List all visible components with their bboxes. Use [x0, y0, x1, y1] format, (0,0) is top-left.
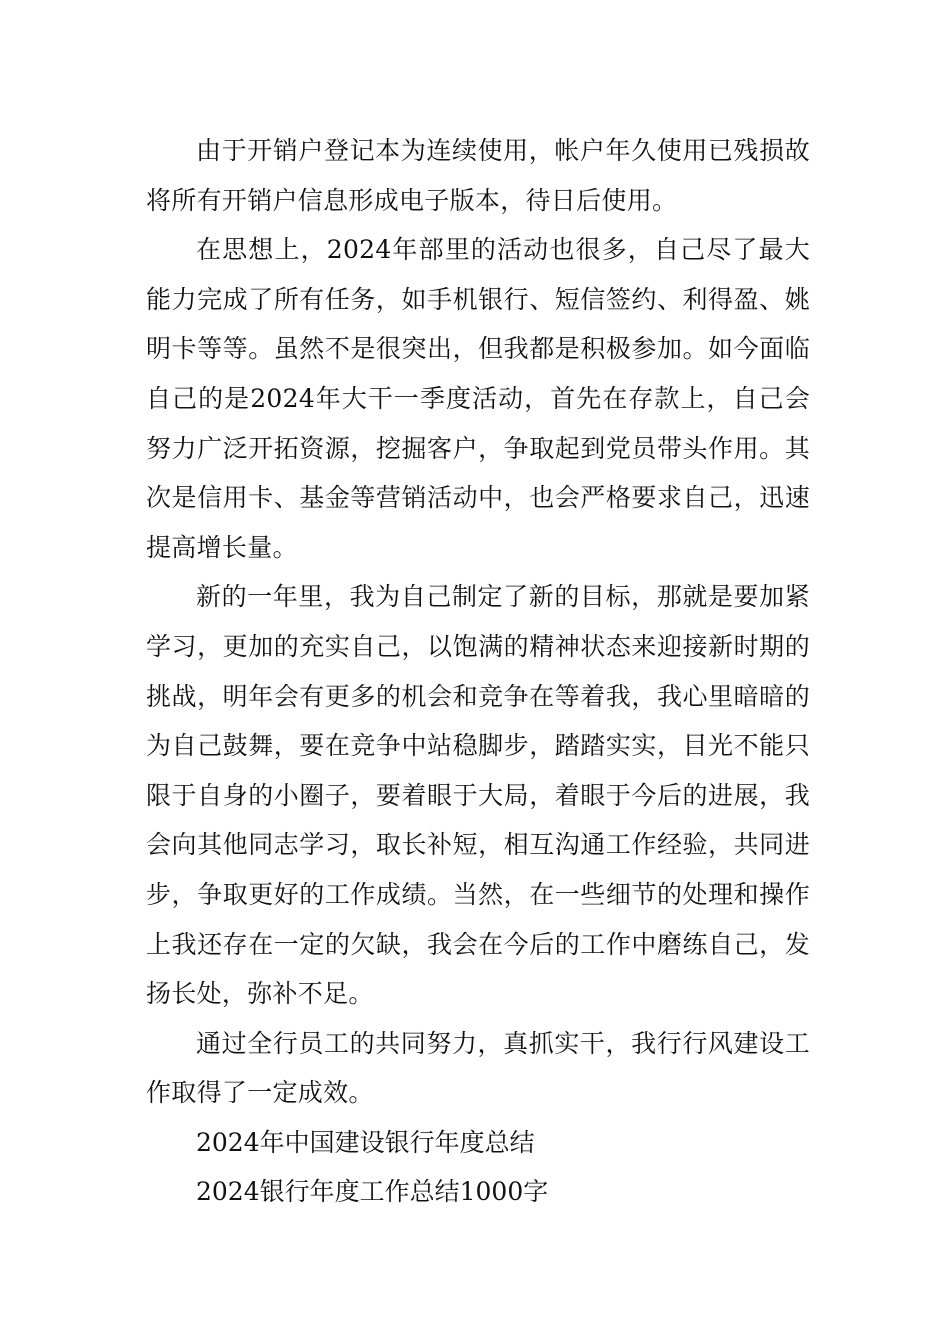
paragraph: 新的一年里，我为自己制定了新的目标，那就是要加紧学习，更加的充实自己，以饱满的精神状态来迎接新时期的挑战，明年会有更多的机会和竞争在等着我，我心里暗暗的为自己鼓舞，要在竞争中站稳脚步，踏踏实实，目光不能只限于自身的小圈子，要着眼于大局，着眼于今后的进展，我会向其他同志学习，取长补短，相互沟通工作经验，共同进步，争取更好的工作成绩。当然，在一些细节的处理和操作上我还存在一定的欠缺，我会在今后的工作中磨练自己，发扬长处，弥补不足。: [146, 582, 810, 1009]
related-article-title[interactable]: 2024银行年度工作总结1000字: [196, 1177, 549, 1207]
paragraph: 由于开销户登记本为连续使用，帐户年久使用已残损故将所有开销户信息形成电子版本，待日后使用。: [146, 136, 810, 215]
related-article-title[interactable]: 2024年中国建设银行年度总结: [196, 1127, 535, 1157]
paragraph: 在思想上，2024年部里的活动也很多，自己尽了最大能力完成了所有任务，如手机银行、短信签约、利得盈、姚明卡等等。虽然不是很突出，但我都是积极参加。如今面临自己的是2024年大干一季度活动，首先在存款上，自己会努力广泛开拓资源，挖掘客户，争取起到党员带头作用。其次是信用卡、基金等营销活动中，也会严格要求自己，迅速提高增长量。: [146, 235, 810, 562]
paragraph: 通过全行员工的共同努力，真抓实干，我行行风建设工作取得了一定成效。: [146, 1028, 810, 1108]
